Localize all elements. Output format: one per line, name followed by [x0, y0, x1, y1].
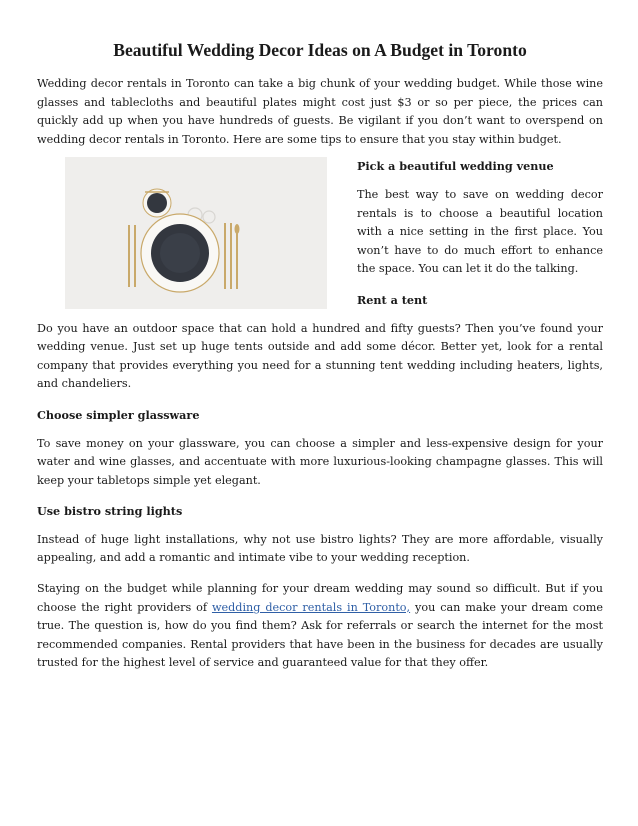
closing-paragraph: [37, 580, 603, 673]
heading-venue: Pick a beautiful wedding venue: [357, 159, 554, 174]
place-setting-illustration: [65, 157, 327, 309]
venue-paragraph: The best way to save on wedding decor rentals is to choose a beautiful location with a nice setting in the first place. You won’t have to do much effort to enhance the space. You can let it do the talking.: [357, 187, 603, 276]
lights-paragraph: Instead of huge light installations, why not use bistro lights? They are more affordable, visually appealing, and add a romantic and intimate vibe to your wedding reception.: [37, 532, 603, 565]
tent-paragraph: Do you have an outdoor space that can hold a hundred and fifty guests? Then you’ve found your wedding venue. Just set up huge tents outside and add some décor. Better yet, look for a rental company that provides everything you need for a stunning tent wedding including heaters, lights, and chandeliers.: [37, 321, 603, 391]
glassware-paragraph: To save money on your glassware, you can choose a simpler and less-expensive design for your water and wine glasses, and accentuate with more luxurious-looking champagne glasses. This will keep your tabletops simple yet elegant.: [37, 436, 603, 487]
closing-text-before: Staying on the budget while planning for your dream wedding may sound so difficult. But if you choose the right providers of: [37, 582, 603, 614]
image-text-block: [37, 157, 603, 394]
wedding-decor-rentals-link[interactable]: wedding decor rentals in Toronto,: [211, 600, 411, 614]
page-title: Beautiful Wedding Decor Ideas on A Budget in Toronto: [113, 40, 527, 60]
closing-text-after: you can make your dream come true. The question is, how do you find them? Ask for referrals or search the internet for the most recommended companies. Rental providers that have been in the business for decades are usually trusted for the highest level of service and guaranteed value for that they offer.: [37, 600, 603, 670]
heading-tent: Rent a tent: [357, 292, 428, 307]
intro-paragraph: Wedding decor rentals in Toronto can take a big chunk of your wedding budget. While those wine glasses and tablecloths and beautiful plates might cost just $3 or so per piece, the prices can quickly add up when you have hundreds of guests. Be vigilant if you don’t want to overspend on wedding decor rentals in Toronto. Here are some tips to ensure that you stay within budget.: [37, 77, 603, 146]
heading-glassware: Choose simpler glassware: [37, 407, 200, 422]
place-setting-photo: [65, 157, 327, 309]
heading-lights: Use bistro string lights: [37, 504, 183, 519]
document-page: [37, 40, 603, 673]
